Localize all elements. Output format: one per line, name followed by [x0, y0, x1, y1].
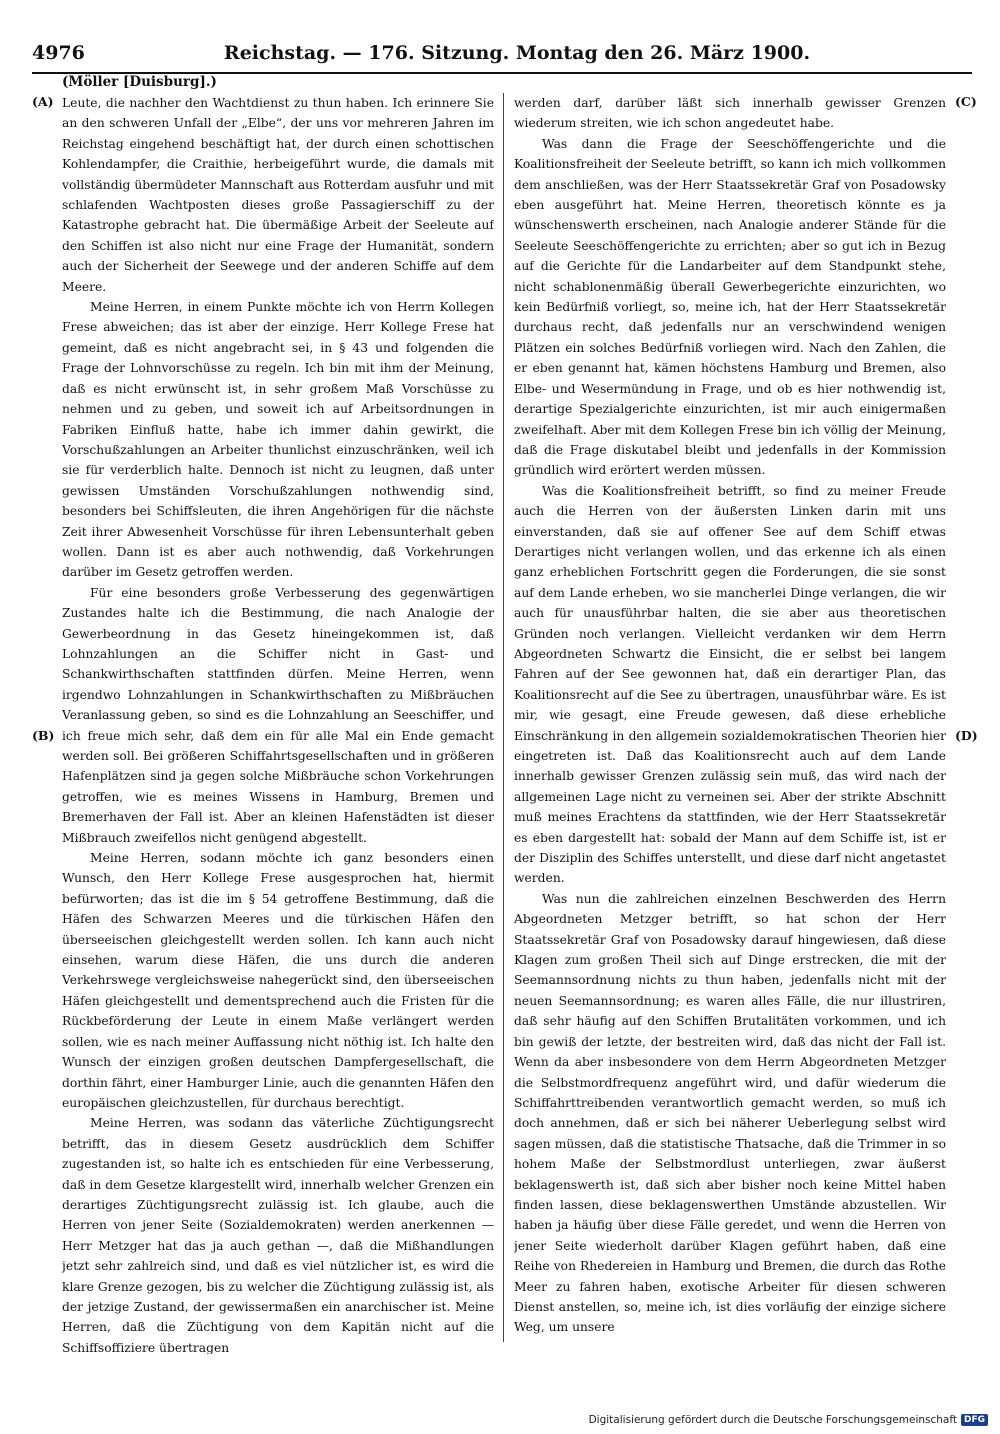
left-paragraph-4: Meine Herren, sodann möchte ich ganz besonders einen Wunsch, den Herr Kollege Frese ausgesprochen hat, hiermit befürworten; das ist die im § 54 getroffene Bestimmung, daß die Häfen des Schwarzen Meeres und die türkischen Häfen den überseeischen gleichgestellt werden sollen. Ich kann auch nicht einsehen, warum diese Häfen, die uns durch die anderen Verkehrswege vergleichsweise nahegerückt sind, den überseeischen Häfen gleichgestellt und dementsprechend auch die Fristen für die Rückbeförderung der Leute in einem Maße verlängert werden sollen, wie es nach meiner Auffassung nicht nöthig ist. Ich halte den Wunsch der einzigen großen deutschen Dampfergesellschaft, die dorthin fährt, einer Hamburger Linie, auch die genannten Häfen den europäischen gleichzustellen, für durchaus berechtigt. — [62, 851, 494, 1110]
right-paragraph-1: werden darf, darüber läßt sich innerhalb gewisser Grenzen wiederum streiten, wie ich schon angedeutet habe. — [514, 96, 946, 131]
right-paragraph-4: Was nun die zahlreichen einzelnen Beschwerden des Herrn Abgeordneten Metzger betrifft, so hat schon der Herr Staatssekretär Graf von Posadowsky darauf hingewiesen, daß diese Klagen zum großen Theil sich auf Dinge erstrecken, die mit der Seemannsordnung nichts zu thun haben, jedenfalls nicht mit der neuen Seemannsordnung; es waren alles Fälle, die nur illustriren, daß sehr häufig auf den Schiffen Brutalitäten vorkommen, und ich bin gewiß der letzte, der bestreiten wird, daß das nicht der Fall ist. Wenn da aber insbesondere von dem Herrn Abgeordneten Metzger die Selbstmordfrequenz angeführt wird, und dafür wiederum die Schiffahrttreibenden verantwortlich gemacht werden, so muß ich doch annehmen, daß er sich bei näherer Ueberlegung selbst wird sagen müssen, daß die statistische Thatsache, daß die Trimmer in so hohem Maße der Selbstmordlust unterliegen, zwar äußerst beklagenswerth ist, daß sich aber bisher noch keine Mittel haben finden lassen, diese beklagenswerthen Umstände abzustellen. Wir haben ja häufig über diese Fälle geredet, und wenn die Herren von jener Seite wiederholt darüber Klagen geführt haben, daß eine Reihe von Rhedereien in Hamburg und Bremen, die durch das Rothe Meer zu fahren haben, exotische Arbeiter für diesen schweren Dienst anstellen, so, meine ich, ist dies vorläufig der einzige sichere Weg, um unsere — [514, 891, 946, 1335]
page-title: Reichstag. — 176. Sitzung. Montag den 26. März 1900. — [223, 42, 811, 64]
footer-text: Digitalisierung gefördert durch die Deutsche Forschungsgemeinschaft — [588, 1414, 957, 1426]
dfg-logo-icon: DFG — [961, 1414, 988, 1426]
speaker-label: (Möller [Duisburg].) — [62, 74, 217, 90]
margin-mark-d: (D) — [955, 728, 978, 743]
left-column — [62, 93, 494, 1354]
left-paragraph-5: Meine Herren, was sodann das väterliche Züchtigungsrecht betrifft, das in diesem Gesetz ausdrücklich dem Schiffer zugestanden ist, so halte ich es entschieden für eine Verbesserung, daß in dem Gesetze klargestellt wird, innerhalb welcher Grenzen ein derartiges Züchtigungsrecht zulässig ist. Ich glaube, auch die Herren von jener Seite (Sozialdemokraten) werden anerkennen — Herr Metzger hat das ja auch gethan —, daß die Mißhandlungen jetzt sehr zahlreich sind, und daß es viel nützlicher ist, es wird die klare Grenze gezogen, bis zu welcher die Züchtigung zulässig ist, als der jetzige Zustand, der gewissermaßen ein anarchischer ist. Meine Herren, daß die Züchtigung von dem Kapitän nicht auf die Schiffsoffiziere übertragen — [62, 1116, 494, 1354]
page-number: 4976 — [32, 42, 85, 64]
right-paragraph-3: Was die Koalitionsfreiheit betrifft, so find zu meiner Freude auch die Herren von der äußersten Linken darin mit uns einverstanden, daß sie auf offener See auf dem Schiff etwas Derartiges nicht verlangen wollen, und das erkenne ich als einen ganz erheblichen Fortschritt gegen die Forderungen, die sie sonst auf dem Lande erheben, wo sie mancherlei Dinge verlangen, die wir auch für unausführbar halten, die sie aber aus theoretischen Gründen noch verlangen. Vielleicht verdanken wir dem Herrn Abgeordneten Schwartz die Einsicht, die er selbst bei langem Fahren auf der See gewonnen hat, daß ein derartiger Plan, das Koalitionsrecht auf die See zu übertragen, unausführbar wäre. Es ist mir, wie gesagt, eine Freude gewesen, daß diese erhebliche Einschränkung in den allgemein sozialdemokratischen Theorien hier eingetreten ist. Daß das Koalitionsrecht auch auf dem Lande innerhalb gewisser Grenzen zulässig sein muß, das wird nach der allgemeinen Lage nicht zu verneinen sei. Aber der strikte Abschnitt muß meines Erachtens da stattfinden, wie der Herr Staatssekretär es eben dargestellt hat: sobald der Mann auf dem Schiffe ist, ist er der Disziplin des Schiffes unterstellt, und diese darf nicht angetastet werden. — [514, 483, 946, 886]
left-paragraph-3: Für eine besonders große Verbesserung des gegenwärtigen Zustandes halte ich die Bestimmung, die nach Analogie der Gewerbeordnung in das Gesetz hineingekommen ist, daß Lohnzahlungen an die Schiffer nicht in Gast- und Schankwirthschaften stattfinden dürfen. Meine Herren, wenn irgendwo Lohnzahlungen in Schankwirthschaften zu Mißbräuchen Veranlassung geben, so sind es die Lohnzahlung an Seeschiffer, und ich freue mich sehr, daß dem ein für alle Mal ein Ende gemacht werden soll. Bei größeren Schiffahrtsgesellschaften und in größeren Hafenplätzen sind ja gegen solche Mißbräuche schon Vorkehrungen getroffen, wie es meines Wissens in Hamburg, Bremen und Bremerhaven der Fall ist. Aber an kleinen Hafenstädten ist dieser Mißbrauch zweifellos nicht genügend abgestellt. — [62, 585, 494, 845]
margin-mark-c: (C) — [955, 94, 977, 109]
digitization-footer — [589, 1414, 988, 1426]
page-header — [32, 42, 972, 72]
column-separator — [503, 93, 504, 1342]
margin-mark-a: (A) — [32, 94, 54, 109]
right-paragraph-2: Was dann die Frage der Seeschöffengerichte und die Koalitionsfreiheit der Seeleute betrifft, so kann ich mich vollkommen dem anschließen, was der Herr Staatssekretär Graf von Posadowsky eben ausgeführt hat. Meine Herren, theoretisch könnte es ja wünschenswerth erscheinen, nach Analogie anderer Stände für die Seeleute Seeschöffengerichte zu errichten; aber so gut ich in Bezug auf die Gerichte für die Landarbeiter auf dem Standpunkt stehe, nicht schablonenmäßig überall Gewerbegerichte einzurichten, wo kein Bedürfniß vorliegt, so, meine ich, hat der Herr Staatssekretär durchaus recht, daß jedenfalls nur an verschwindend wenigen Plätzen ein solches Bedürfniß vorliegen wird. Nach den Zahlen, die er eben genannt hat, kämen höchstens Hamburg und Bremen, also Elbe- und Wesermündung in Frage, und ob es hier nothwendig ist, derartige Spezialgerichte einzurichten, ist mir auch einigermaßen zweifelhaft. Aber mit dem Kollegen Frese bin ich völlig der Meinung, daß die Frage diskutabel bleibt und jedenfalls in der Kommission gründlich wird erörtert werden müssen. — [514, 136, 946, 478]
left-paragraph-2: Meine Herren, in einem Punkte möchte ich von Herrn Kollegen Frese abweichen; das ist aber der einzige. Herr Kollege Frese hat gemeint, daß es nicht angebracht sei, in § 43 und folgenden die Frage der Lohnvorschüsse zu regeln. Ich bin mit ihm der Meinung, daß es nicht erwünscht ist, in sehr großem Maß Vorschüsse zu nehmen und zu geben, und soweit ich auf Arbeitsordnungen in Fabriken Einfluß hatte, habe ich immer dahin gewirkt, die Vorschußzahlungen an Arbeiter thunlichst einzuschränken, weil ich sie für verderblich halte. Dennoch ist nicht zu leugnen, daß unter gewissen Umständen Vorschußzahlungen nothwendig sind, besonders bei Schiffsleuten, die ihren Angehörigen für die nächste Zeit ihrer Abwesenheit Vorschüsse für ihren Lebensunterhalt geben wollen. Dann ist es aber auch nothwendig, daß Vorkehrungen darüber im Gesetz getroffen werden. — [62, 300, 494, 580]
left-paragraph-1: Leute, die nachher den Wachtdienst zu thun haben. Ich erinnere Sie an den schweren Unfall der „Elbe“, der uns vor mehreren Jahren im Reichstag eingehend beschäftigt hat, der durch einen schottischen Kohlendampfer, die Craithie, herbeigeführt wurde, die damals mit vollständig übermüdeter Mannschaft aus Rotterdam ausfuhr und mit schlafenden Wachtposten dieses große Passagierschiff zu der Katastrophe gebracht hat. Die übermäßige Arbeit der Seeleute auf den Schiffen ist also nicht nur eine Frage der Humanität, sondern auch der Sicherheit der Seewege und der anderen Schiffe auf dem Meere. — [62, 96, 494, 294]
right-column — [514, 93, 946, 1354]
margin-mark-b: (B) — [32, 728, 55, 743]
